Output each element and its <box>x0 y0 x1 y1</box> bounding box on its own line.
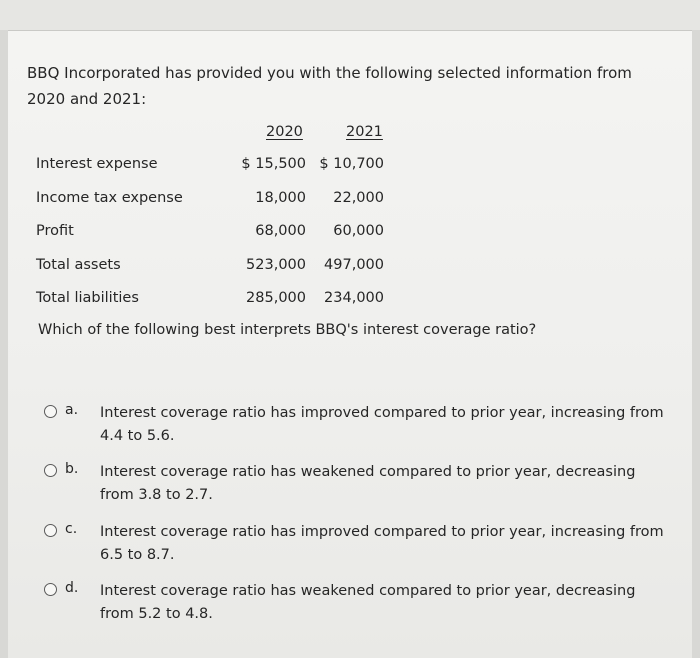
option-letter: a. <box>65 402 79 418</box>
table-row <box>36 290 456 310</box>
value-2020: $ 15,500 <box>241 156 306 172</box>
value-2020: 285,000 <box>246 290 306 306</box>
option-letter: d. <box>65 580 79 596</box>
question-intro: BBQ Incorporated has provided you with the following selected information from 2020 and 2021: <box>27 64 632 108</box>
question-text: Which of the following best interprets BBQ's interest coverage ratio? <box>38 322 537 338</box>
column-header-2021: 2021 <box>346 124 383 140</box>
value-2021: 497,000 <box>324 257 384 273</box>
radio-button-b[interactable] <box>44 464 57 477</box>
option-letter: c. <box>65 521 78 537</box>
option-letter: b. <box>65 461 79 477</box>
row-label: Interest expense <box>36 156 158 172</box>
row-label: Profit <box>36 223 74 239</box>
value-2020: 18,000 <box>255 190 306 206</box>
table-row <box>36 156 456 176</box>
table-row <box>36 190 456 210</box>
row-label: Total liabilities <box>36 290 139 306</box>
value-2021: 234,000 <box>324 290 384 306</box>
value-2021: 60,000 <box>333 223 384 239</box>
value-2020: 68,000 <box>255 223 306 239</box>
table-row <box>36 257 456 277</box>
top-strip <box>0 0 700 30</box>
option-text[interactable]: Interest coverage ratio has improved compared to prior year, increasing from 4.4 to 5.6. <box>100 405 664 444</box>
option-text[interactable]: Interest coverage ratio has improved compared to prior year, increasing from 6.5 to 8.7. <box>100 524 664 563</box>
value-2020: 523,000 <box>246 257 306 273</box>
value-2021: 22,000 <box>333 190 384 206</box>
option-text[interactable]: Interest coverage ratio has weakened compared to prior year, decreasing from 5.2 to 4.8. <box>100 583 636 622</box>
value-2021: $ 10,700 <box>319 156 384 172</box>
row-label: Income tax expense <box>36 190 183 206</box>
column-header-2020: 2020 <box>266 124 303 140</box>
radio-button-c[interactable] <box>44 524 57 537</box>
radio-button-d[interactable] <box>44 583 57 596</box>
row-label: Total assets <box>36 257 121 273</box>
option-text[interactable]: Interest coverage ratio has weakened compared to prior year, decreasing from 3.8 to 2.7. <box>100 464 636 503</box>
radio-button-a[interactable] <box>44 405 57 418</box>
table-row <box>36 223 456 243</box>
